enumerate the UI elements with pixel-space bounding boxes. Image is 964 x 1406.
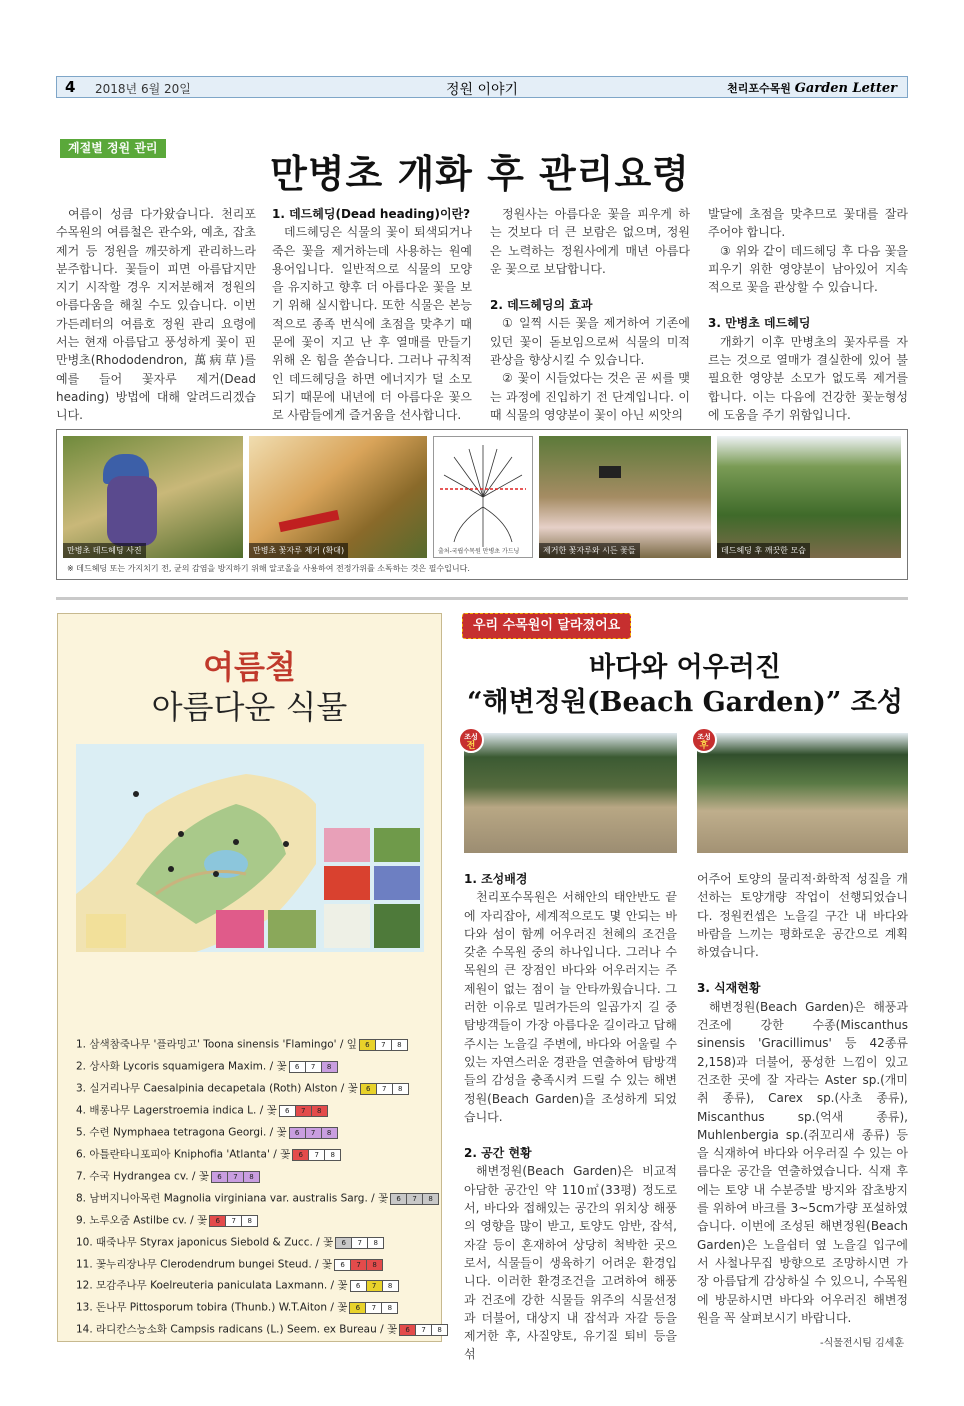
plant-name: 10. 때죽나무 Styrax japonicus Siebold & Zucc. / 꽃: [76, 1236, 334, 1249]
badge-before: [458, 727, 484, 753]
subheading: 2. 데드헤딩의 효과: [490, 298, 593, 313]
month-cell: 8: [367, 1237, 384, 1249]
month-cell: 7: [225, 1215, 242, 1227]
bloom-months: [280, 1100, 328, 1121]
plant-name: 5. 수련 Nymphaea tetragona Georgi. / 꽃: [76, 1126, 287, 1139]
flower-diagram-icon: [434, 437, 532, 557]
plant-list-item: [76, 1122, 436, 1144]
top-col-1: [56, 205, 256, 425]
bloom-months: [400, 1319, 448, 1340]
month-cell: 6: [289, 1127, 306, 1139]
month-cell: 7: [350, 1259, 367, 1271]
month-cell: 8: [311, 1105, 328, 1117]
bloom-months: [212, 1166, 260, 1187]
top-col-2: [272, 205, 472, 425]
category-tag: 계절별 정원 관리: [60, 139, 166, 158]
month-cell: 8: [321, 1061, 338, 1073]
photo-pruning: [249, 436, 427, 558]
plant-list-item: [76, 1056, 436, 1078]
plant-list-item: [76, 1297, 436, 1319]
month-cell: 6: [360, 1083, 377, 1095]
plant-name: 14. 라디칸스능소화 Campsis radicans (L.) Seem. ex Bureau / 꽃: [76, 1324, 398, 1337]
issue-date: 2018년 6월 20일: [95, 82, 191, 96]
plant-list-item: [76, 1144, 436, 1166]
photo-after-garden: [697, 733, 908, 853]
month-cell: 6: [289, 1061, 306, 1073]
badge-value: 후: [699, 741, 709, 751]
photo-removed-flowers: [539, 436, 711, 558]
month-cell: 7: [406, 1193, 423, 1205]
plant-list-item: [76, 1188, 436, 1210]
month-cell: 7: [308, 1149, 325, 1161]
paragraph: 해변정원(Beach Garden)은 비교적 아담한 공간인 약 110㎡(33평) 정도로서, 바다와 접해있는 공간의 위치상 해풍의 영향을 많이 받고, 토양도 암반, 잡석, 자갈 등이 혼재하여 상당히 척박한 곳으로서, 식물들이 생육하기 어려운 환경입니다. 이러한 환경조건을 고려하여 해풍과 건조에 강한 식물들 위주의 식물선정과 더불어, 대상지 내 잡석과 자갈 등을 제거한 후, 사질양토, 유기질 퇴비 등을 섞: [464, 1164, 677, 1362]
month-cell: 6: [349, 1302, 366, 1314]
photo-caption: 만병초 데드헤딩 사진: [63, 543, 146, 558]
badge-after: [691, 727, 717, 753]
month-cell: 8: [422, 1193, 439, 1205]
plant-name: 13. 돈나무 Pittosporum tobira (Thunb.) W.T.Aiton / 꽃: [76, 1302, 348, 1315]
paragraph: 해변정원(Beach Garden)은 해풍과 건조에 강한 수종(Miscanthus sinensis 'Gracillimus' 등 42종류 2,158)과 더불어, 풍성한 느낌이 있고 건조한 곳에 잘 자라는 Aster sp.(개미취 종류), Carex sp.(사초 종류), Miscanthus sp.(억새 종류), Muhlenbergia sp.(쥐꼬리새 종류) 등을 식재하여 바다와 어우러질 수 있는 아름다운 공간을 연출하였습니다. 식재 후에는 토양 내 수분증발 방지와 잡초방지를 위하여 바크를 3~5cm가량 포설하였습니다. 이번에 조성된 해변정원(Beach Garden)은 노을쉼터 옆 노을길 입구에서 사철나무집 방향으로 조망하시면 가장 아름답게 감상하실 수 있으니, 수목원에 방문하시면 바다와 어우러진 해변정원을 꼭 살펴보시기 바랍니다.: [697, 999, 908, 1325]
paragraph: 천리포수목원은 서해안의 태안반도 끝에 자리잡아, 세계적으로도 몇 안되는 바다와 섬이 함께 어우러진 천혜의 조건을 갖춘 수목원 중의 하나입니다. 그러나 수목원의 큰 장점인 바다와 어우러지는 주제원이 없는 점이 늘 안타까웠습니다. 그러한 이유로 밀려가든의 일곱가지 길 중 탐방객들이 가장 아름다운 길이라고 답해주시는 노을길 주변에, 바다와 어울릴 수 있는 자연스러운 경관을 연출하여 탐방객들의 감성을 충족시켜 드릴 수 있는 해변정원(Beach Garden)을 조성하게 되었습니다.: [464, 890, 677, 1124]
brand-kr: 천리포수목원: [727, 82, 791, 95]
article2-title-line2: “해변정원(Beach Garden)” 조성: [467, 687, 903, 718]
paragraph: ① 일찍 시든 꽃을 제거하여 기존에 있던 꽃이 돋보임으로써 식물의 미적 관상을 향상시킬 수 있습니다.: [490, 316, 690, 368]
brand-en: Garden Letter: [794, 81, 897, 96]
month-cell: 8: [431, 1324, 448, 1336]
photo-caption: 데드헤딩 후 깨끗한 모습: [717, 543, 810, 558]
month-cell: 7: [415, 1324, 432, 1336]
plant-name: 3. 실거리나무 Caesalpinia decapetala (Roth) Alston / 꽃: [76, 1082, 358, 1095]
plant-name: 12. 모감주나무 Koelreuteria paniculata Laxmann. / 꽃: [76, 1280, 348, 1293]
plant-list-item: [76, 1254, 436, 1276]
bloom-months: [360, 1034, 408, 1055]
plant-name: 11. 꽃누리장나무 Clerodendrum bungei Steud. / 꽃: [76, 1258, 333, 1271]
plant-list-item: [76, 1210, 436, 1232]
month-cell: 7: [376, 1083, 393, 1095]
bloom-months: [351, 1275, 399, 1296]
plant-list-item: [76, 1275, 436, 1297]
brand: [727, 80, 897, 96]
bloom-months: [336, 1232, 384, 1253]
month-cell: 6: [292, 1149, 309, 1161]
bloom-months: [293, 1144, 341, 1165]
section-divider: [56, 597, 908, 600]
plant-list-item: [76, 1078, 436, 1100]
plant-name: 9. 노루오줌 Astilbe cv. / 꽃: [76, 1214, 208, 1227]
badge-label: 조성: [464, 733, 478, 741]
month-cell: 7: [365, 1302, 382, 1314]
plant-list-item: [76, 1166, 436, 1188]
paragraph: ③ 위와 같이 데드헤딩 후 다음 꽃을 피우기 위한 영양분이 남아있어 지속적으로 꽃을 관상할 수 있습니다.: [708, 243, 908, 295]
month-cell: 6: [390, 1193, 407, 1205]
page-header: [56, 76, 908, 98]
plant-list-item: [76, 1232, 436, 1254]
plant-list-item: [76, 1319, 442, 1341]
plant-name: 2. 상사화 Lycoris squamigera Maxim. / 꽃: [76, 1060, 287, 1073]
bloom-months: [350, 1297, 398, 1318]
paragraph: 발달에 초점을 맞추므로 꽃대를 잘라 주어야 합니다.: [708, 207, 908, 240]
bloom-months: [290, 1056, 338, 1077]
subheading: 3. 만병초 데드헤딩: [708, 316, 811, 331]
tip-note: ※ 데드헤딩 또는 가지치기 전, 균의 감염을 방지하기 위해 알코올을 사용하여 전정가위를 소독하는 것은 필수입니다.: [67, 564, 470, 573]
month-cell: 7: [227, 1171, 244, 1183]
month-cell: 8: [381, 1302, 398, 1314]
arboretum-map: [76, 744, 424, 952]
paragraph: 어주어 토양의 물리적·화학적 성질을 개선하는 토양개량 작업이 선행되었습니다. 정원컨셉은 노을길 구간 내 바다와 바람을 느끼는 평화로운 공간으로 계획하였습니다.: [697, 872, 908, 960]
article2-col-2: [697, 870, 908, 1327]
month-cell: 6: [209, 1215, 226, 1227]
month-cell: 6: [211, 1171, 228, 1183]
badge-value: 전: [466, 741, 476, 751]
month-cell: 7: [295, 1105, 312, 1117]
month-cell: 8: [241, 1215, 258, 1227]
month-cell: 6: [350, 1280, 367, 1292]
month-cell: 8: [382, 1280, 399, 1292]
month-cell: 8: [321, 1127, 338, 1139]
photo-after: [717, 436, 901, 558]
box-title-2: 아름다운 식물: [151, 688, 348, 726]
month-cell: 6: [334, 1259, 351, 1271]
article2-col-1: [464, 870, 677, 1364]
plant-name: 6. 아틀란타니포피아 Kniphofia 'Atlanta' / 꽃: [76, 1148, 291, 1161]
badge-label: 조성: [697, 733, 711, 741]
paragraph: ② 꽃이 시들었다는 것은 곧 씨를 맺는 과정에 진입하기 전 단계입니다. 이 때 식물의 영양분이 꽃이 아닌 씨앗의: [490, 371, 690, 422]
month-cell: 6: [279, 1105, 296, 1117]
month-cell: 8: [392, 1083, 409, 1095]
month-cell: 7: [305, 1127, 322, 1139]
photo-deadheading: [63, 436, 243, 558]
month-cell: 6: [399, 1324, 416, 1336]
article-title: 만병초 개화 후 관리요령: [270, 152, 690, 196]
month-cell: 7: [366, 1280, 383, 1292]
month-cell: 6: [359, 1039, 376, 1051]
diagram-flower: [433, 436, 533, 558]
subheading: 1. 데드헤딩(Dead heading)이란?: [272, 207, 471, 221]
photo-strip: [56, 429, 908, 580]
month-cell: 6: [335, 1237, 352, 1249]
subheading: 1. 조성배경: [464, 872, 528, 886]
plant-name: 4. 배롱나무 Lagerstroemia indica L. / 꽃: [76, 1104, 277, 1117]
plant-list-item: [76, 1034, 436, 1056]
plant-list-item: [76, 1100, 436, 1122]
month-cell: 7: [305, 1061, 322, 1073]
plant-name: 1. 삼색참죽나무 '플라밍고' Toona sinensis 'Flamingo' / 잎: [76, 1038, 357, 1051]
category-tag-2: 우리 수목원이 달라졌어요: [462, 613, 631, 639]
summer-plants-box: [57, 613, 442, 1342]
bloom-months: [210, 1210, 258, 1231]
top-col-4: [708, 205, 908, 424]
paragraph: 여름이 성큼 다가왔습니다. 천리포수목원의 여름철은 관수와, 예초, 잡초제거 등 정원을 깨끗하게 관리하느라 분주합니다. 꽃들이 피면 아름답지만 지기 시작할 경우 지저분해져 정원의 아름다움을 해칠 수도 있습니다. 이번 가든레터의 여름호 정원 관리 요령에서는 현재 아름답고 풍성하게 꽃이 핀 만병초(Rhododendron, 萬病草)를 예를 들어 꽃자루 제거(Dead heading) 방법에 대해 알려드리겠습니다.: [56, 207, 256, 423]
section-title: 정원 이야기: [445, 82, 519, 98]
map-illustration-icon: [76, 744, 424, 952]
subheading: 3. 식재현황: [697, 981, 761, 996]
month-cell: 8: [391, 1039, 408, 1051]
author-signature: -식물전시팀 김세훈: [820, 1338, 905, 1349]
photo-caption: 만병초 꽃자루 제거 (확대): [249, 543, 348, 558]
subheading: 2. 공간 현황: [464, 1146, 532, 1161]
month-cell: 8: [243, 1171, 260, 1183]
month-cell: 7: [375, 1039, 392, 1051]
box-title-1: 여름철: [203, 648, 296, 686]
paragraph: 개화기 이후 만병초의 꽃자루를 자르는 것으로 열매가 결실한에 있어 불필요한 영양분 소모가 없도록 제거를 합니다. 이는 다음에 건강한 꽃눈형성에 도움을 주기 위함입니다.: [708, 334, 908, 422]
paragraph: 데드헤딩은 식물의 꽃이 퇴색되거나 죽은 꽃을 제거하는데 사용하는 원예 용어입니다. 일반적으로 식물의 모양을 유지하고 향후 더 아름다운 꽃을 보기 위해 실시합니다. 또한 식물은 본능적으로 종족 번식에 초점을 맞추기 때문에 꽃이 지고 난 후 열매를 만들기 위해 온 힘을 쏟습니다. 그러나 규칙적인 데드헤딩을 하면 에너지가 덜 소모되기 때문에 내년에 더 아름다운 꽃으로 사람들에게 즐거움을 선사합니다.: [272, 225, 472, 423]
plant-name: 8. 남버지니아목련 Magnolia virginiana var. australis Sarg. / 꽃: [76, 1192, 389, 1205]
plant-list: [76, 1034, 442, 1341]
top-col-3: [490, 205, 690, 424]
photo-before: [464, 733, 677, 853]
month-cell: 7: [351, 1237, 368, 1249]
bloom-months: [391, 1188, 439, 1209]
photo-caption: 출처-국립수목원 만병초 가드닝: [438, 548, 520, 555]
bloom-months: [361, 1078, 409, 1099]
bloom-months: [335, 1254, 383, 1275]
bloom-months: [290, 1122, 338, 1143]
plant-name: 7. 수국 Hydrangea cv. / 꽃: [76, 1170, 209, 1183]
month-cell: 8: [324, 1149, 341, 1161]
paragraph: 정원사는 아름다운 꽃을 피우게 하는 것보다 더 큰 보람은 없으며, 정원은 노력하는 정원사에게 매년 아름다운 꽃으로 보답합니다.: [490, 207, 690, 276]
month-cell: 8: [366, 1259, 383, 1271]
article2-title-line1: 바다와 어우러진: [589, 652, 781, 683]
photo-caption: 제거한 꽃자루와 시든 꽃들: [539, 543, 640, 558]
page-number: 4: [65, 78, 76, 96]
